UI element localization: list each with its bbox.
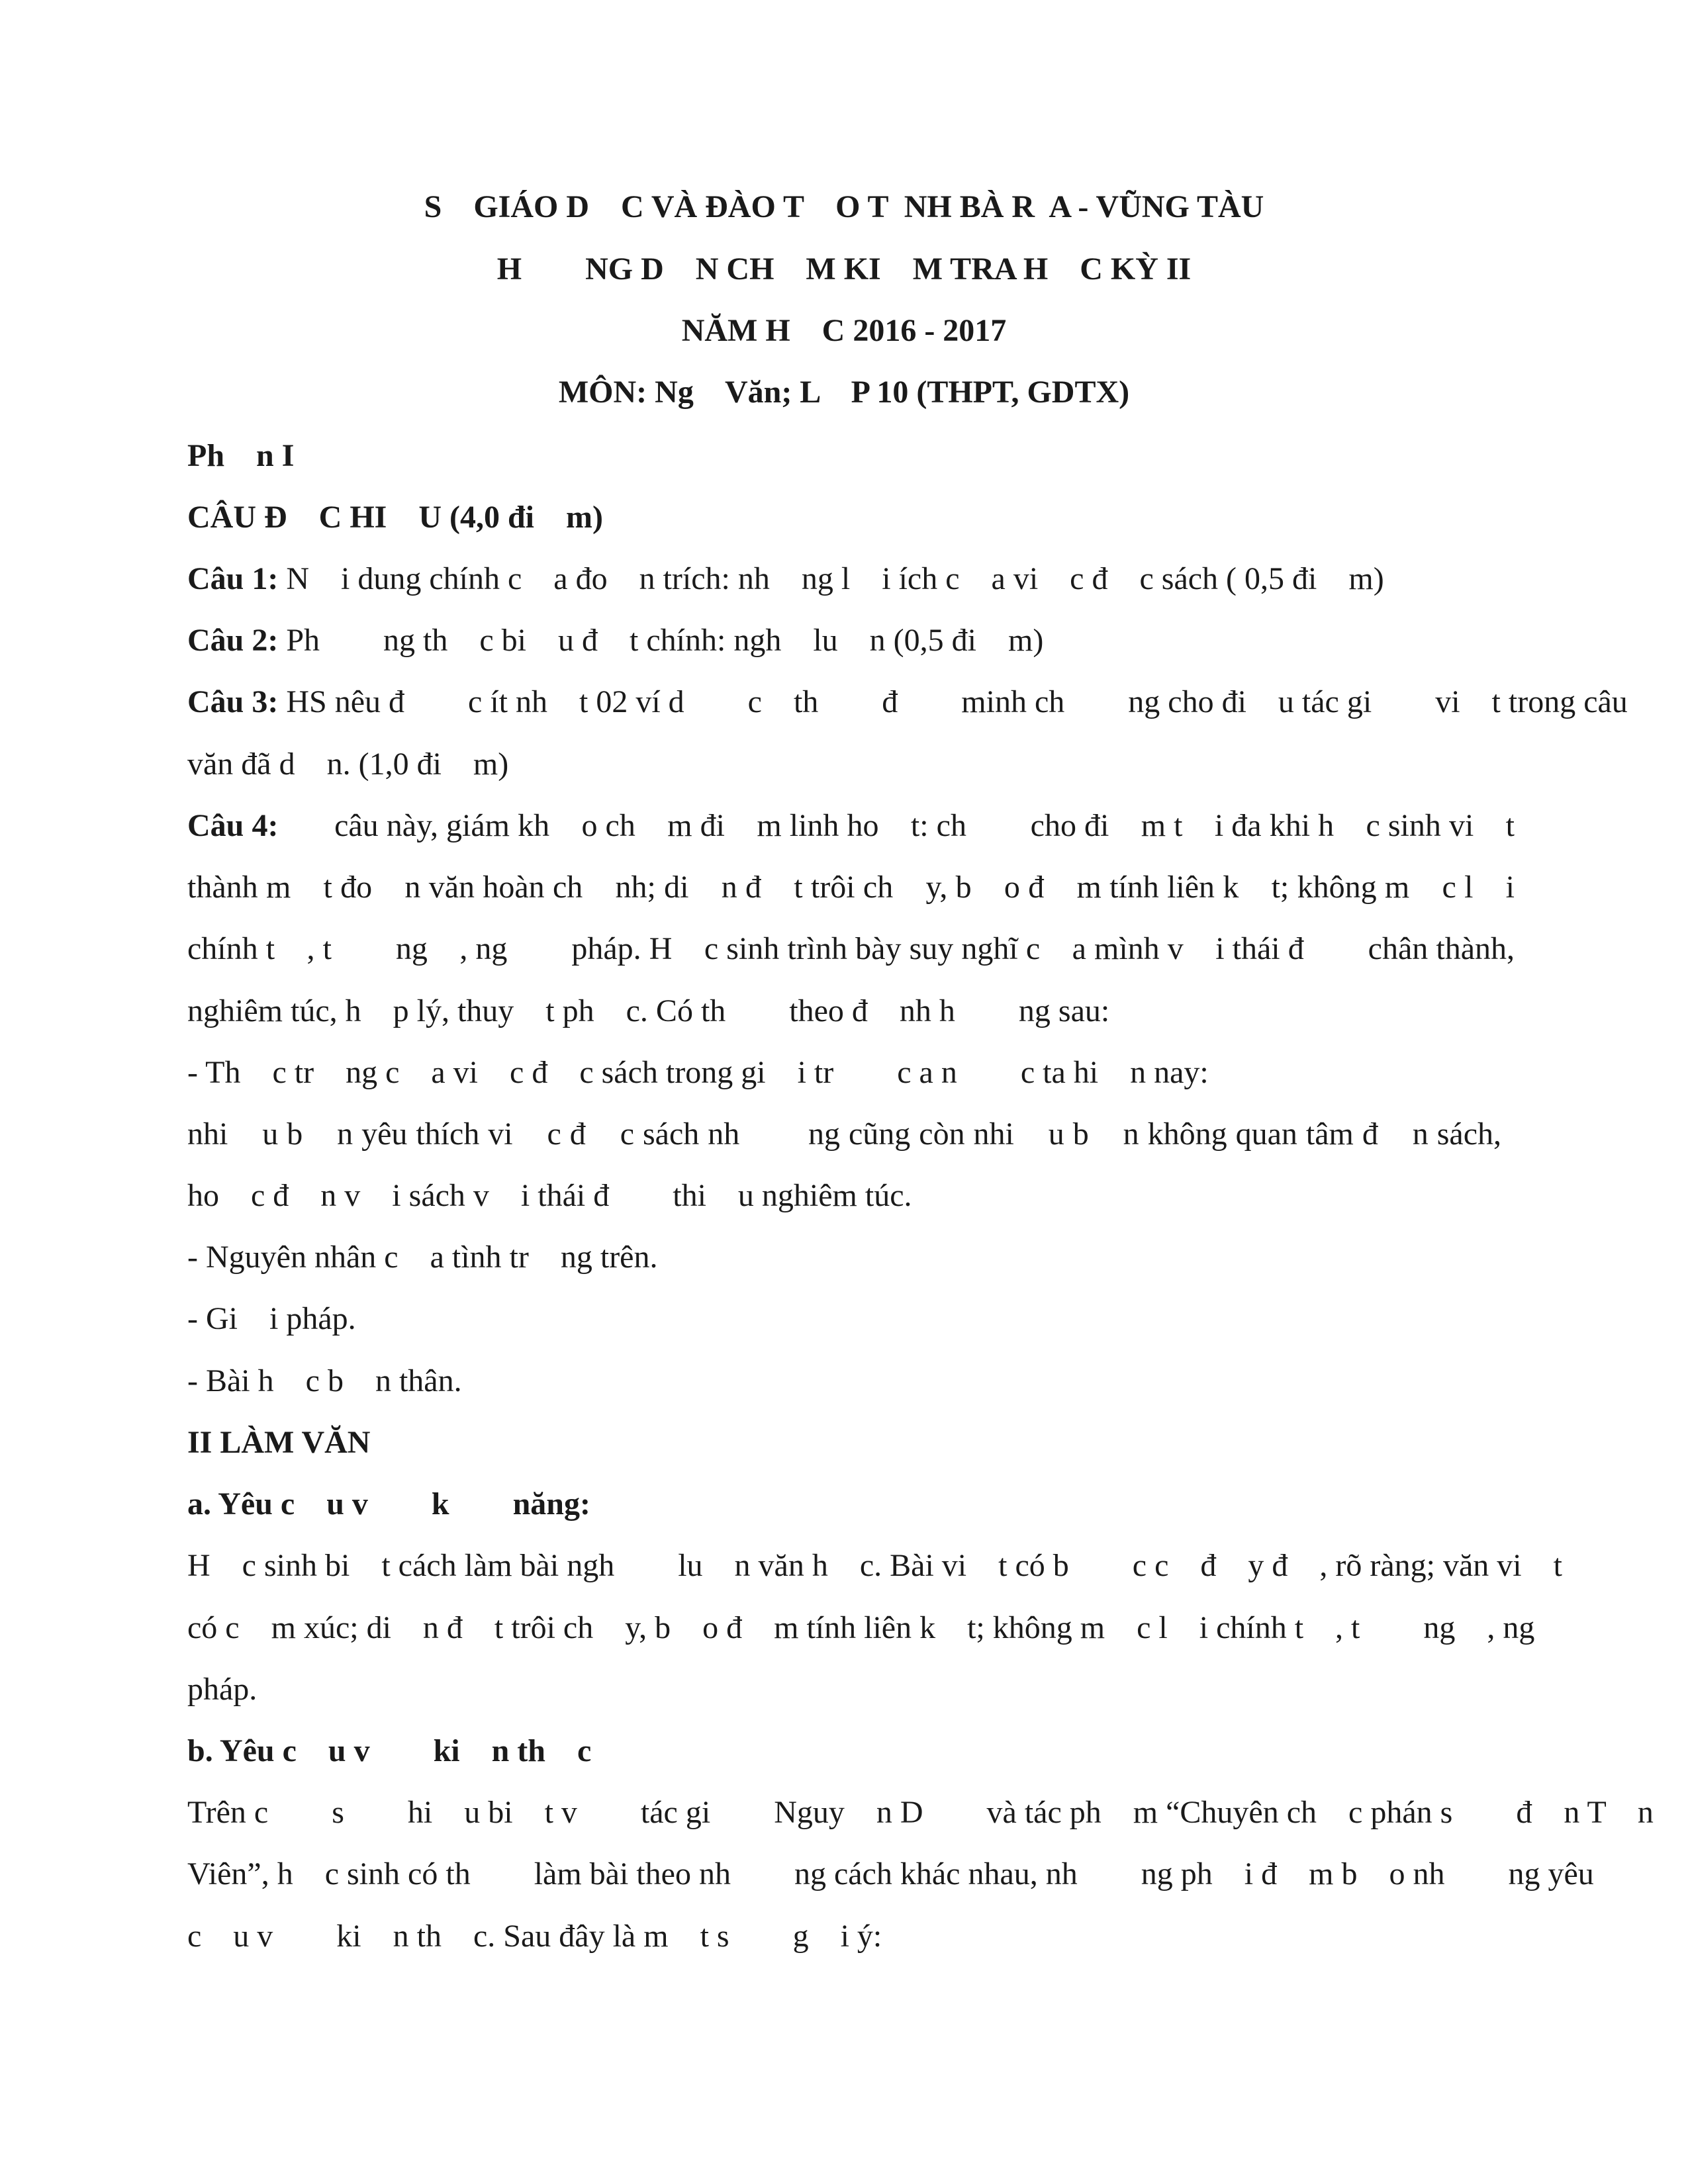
header-line-1: S GIÁO D C VÀ ĐÀO T O T NH BÀ R A - VŨNG TÀU	[424, 189, 1264, 224]
skill-requirements-line-1: H c sinh bi t cách làm bài ngh lu n văn h c. Bài vi t có b c c đ y đ , rõ ràng; văn vi t	[187, 1548, 1562, 1583]
question-4-label: Câu 4:	[187, 808, 279, 843]
header-line-3: NĂM H C 2016 - 2017	[681, 313, 1007, 348]
part2-heading: II LÀM VĂN	[187, 1425, 371, 1460]
question-4-line-3: chính t , t ng , ng pháp. H c sinh trình bày suy nghĩ c a mình v i thái đ chân thành,	[187, 931, 1515, 966]
question-1-label: Câu 1:	[187, 561, 279, 596]
part1-heading: Ph n I	[187, 438, 295, 473]
bullet-3: - Gi i pháp.	[187, 1301, 356, 1336]
question-1	[187, 559, 1384, 599]
bullet-2: - Nguyên nhân c a tình tr ng trên.	[187, 1240, 658, 1275]
knowledge-requirements-line-2: Viên”, h c sinh có th làm bài theo nh ng cách khác nhau, nh ng ph i đ m b o nh ng yêu	[187, 1856, 1594, 1891]
header-line-2: H NG D N CH M KI M TRA H C KỲ II	[496, 251, 1192, 287]
knowledge-requirements-heading: b. Yêu c u v ki n th c	[187, 1733, 592, 1768]
skill-requirements-line-2: có c m xúc; di n đ t trôi ch y, b o đ m tính liên k t; không m c l i chính t , t ng , ng	[187, 1610, 1535, 1645]
knowledge-requirements-line-1: Trên c s hi u bi t v tác gi Nguy n D và tác ph m “Chuyên ch c phán s đ n T n	[187, 1795, 1654, 1830]
question-2-label: Câu 2:	[187, 623, 279, 658]
header-line-4: MÔN: Ng Văn; L P 10 (THPT, GDTX)	[558, 375, 1130, 410]
question-4-text-1: câu này, giám kh o ch m đi m linh ho t: ch cho đi m t i đa khi h c sinh vi t	[278, 808, 1515, 843]
bullet-4: - Bài h c b n thân.	[187, 1363, 462, 1398]
bullet-1-detail-1: nhi u b n yêu thích vi c đ c sách nh ng cũng còn nhi u b n không quan tâm đ n sách,	[187, 1116, 1501, 1152]
bullet-1-detail-2: ho c đ n v i sách v i thái đ thi u nghiêm túc.	[187, 1178, 912, 1213]
knowledge-requirements-line-3: c u v ki n th c. Sau đây là m t s g i ý:	[187, 1919, 882, 1954]
bullet-1: - Th c tr ng c a vi c đ c sách trong gi i tr c a n c ta hi n nay:	[187, 1055, 1209, 1090]
skill-requirements-line-3: pháp.	[187, 1672, 258, 1707]
question-4-line-4: nghiêm túc, h p lý, thuy t ph c. Có th theo đ nh h ng sau:	[187, 993, 1110, 1028]
question-1-text: N i dung chính c a đo n trích: nh ng l i ích c a vi c đ c sách ( 0,5 đi m)	[278, 561, 1384, 596]
question-2	[187, 621, 1043, 660]
skill-requirements-heading: a. Yêu c u v k năng:	[187, 1486, 590, 1522]
question-3-line-2: văn đã d n. (1,0 đi m)	[187, 747, 509, 782]
question-4-line-1	[187, 806, 1515, 846]
part1-section-title: CÂU Đ C HI U (4,0 đi m)	[187, 500, 603, 535]
question-3-line-1	[187, 682, 1628, 722]
question-2-text: Ph ng th c bi u đ t chính: ngh lu n (0,5 đi m)	[278, 623, 1044, 658]
question-3-label: Câu 3:	[187, 684, 279, 719]
question-4-line-2: thành m t đo n văn hoàn ch nh; di n đ t trôi ch y, b o đ m tính liên k t; không m c l i	[187, 870, 1515, 905]
question-3-text-1: HS nêu đ c ít nh t 02 ví d c th đ minh ch ng cho đi u tác gi vi t trong câu	[278, 684, 1628, 719]
